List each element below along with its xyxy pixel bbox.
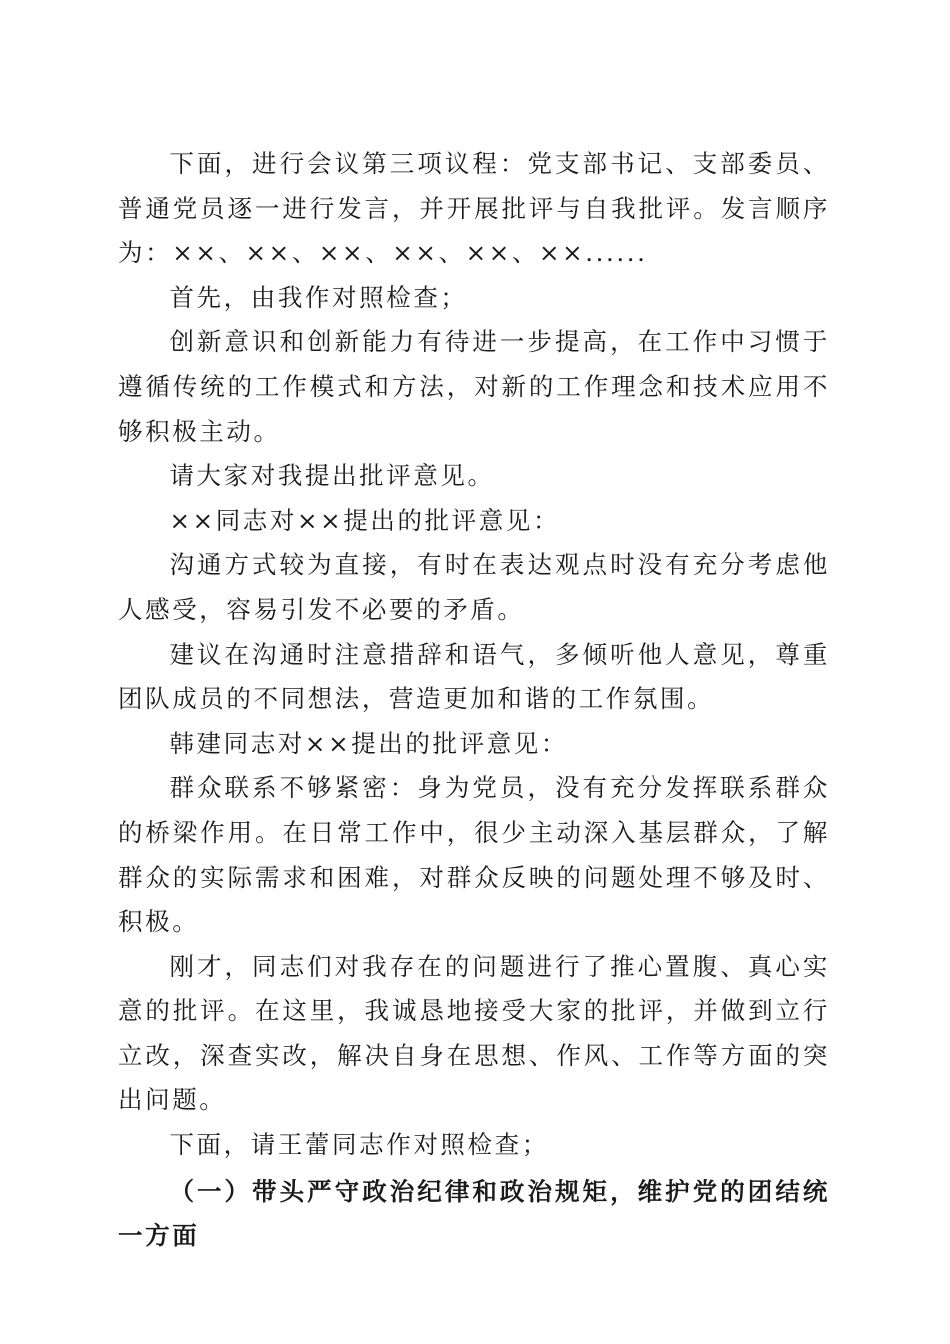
paragraph-request-criticism: 请大家对我提出批评意见。: [169, 461, 495, 491]
paragraph-self-check-content: 创新意识和创新能力有待进一步提高，在工作中习惯于遵循传统的工作模式和方法，对新的工作理念和技术应用不够积极主动。: [118, 327, 830, 446]
paragraph-criticism-1-content: 沟通方式较为直接，有时在表达观点时没有充分考虑他人感受，容易引发不必要的矛盾。: [118, 550, 830, 624]
paragraph-acceptance: 刚才，同志们对我存在的问题进行了推心置腹、真心实意的批评。在这里，我诚恳地接受大家的批评，并做到立行立改，深查实改，解决自身在思想、作风、工作等方面的突出问题。: [118, 951, 830, 1115]
paragraph-criticism-2-content: 群众联系不够紧密：身为党员，没有充分发挥联系群众的桥梁作用。在日常工作中，很少主动深入基层群众，了解群众的实际需求和困难，对群众反映的问题处理不够及时、积极。: [118, 773, 830, 937]
document-page: [118, 142, 830, 1259]
paragraph-agenda-item-three: 下面，进行会议第三项议程：党支部书记、支部委员、普通党员逐一进行发言，并开展批评与自我批评。发言顺序为：××、××、××、××、××、××......: [118, 149, 830, 268]
paragraph-next-speaker: 下面，请王蕾同志作对照检查；: [169, 1130, 549, 1160]
paragraph-criticism-speaker-2: 韩建同志对××提出的批评意见：: [169, 728, 568, 758]
paragraph-self-check-intro: 首先，由我作对照检查；: [169, 282, 468, 312]
section-heading-one: （一）带头严守政治纪律和政治规矩，维护党的团结统一方面: [118, 1176, 830, 1251]
paragraph-criticism-1-suggestion: 建议在沟通时注意措辞和语气，多倾听他人意见，尊重团队成员的不同想法，营造更加和谐的工作氛围。: [118, 639, 830, 714]
paragraph-criticism-speaker-1: ××同志对××提出的批评意见：: [169, 505, 561, 535]
